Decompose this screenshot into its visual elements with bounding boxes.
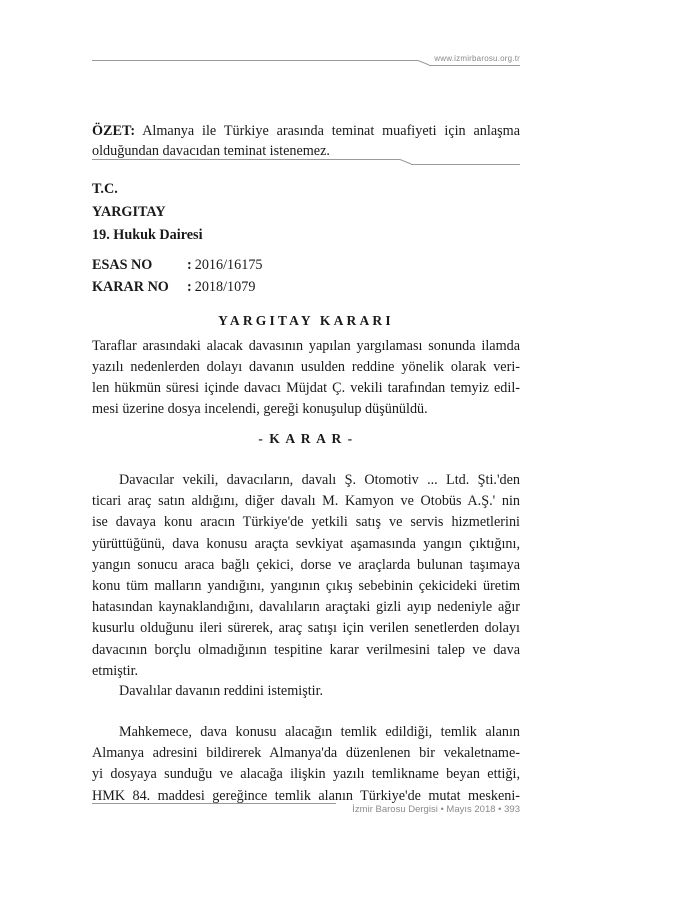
karar-row: KARAR NO : 2018/1079 <box>92 276 520 298</box>
karar-value: 2018/1079 <box>194 279 256 295</box>
case-block <box>92 254 520 298</box>
header-rule <box>92 60 418 61</box>
body-paragraph-1: Davacılar vekili, davacıların, davalı Ş. Otomotiv ... Ltd. Şti.'den ticari araç satın aldığını, diğer davalı M. Kamyon ve Otobüs A.Ş.' nin ise davaya konu aracın Türkiye'de yetkili satış ve servis hizmetlerini yürüttüğünü, dava konusu araçta sevkiyat aşamasında yangın çıktığını, yangın sonucu araca bağlı çekici, dorse ve araçlarda bulunan taşımaya konu tüm malların yandığını, yangının çıkış sebebinin çekicideki üretim hatasından kaynaklandığını, davalıların araçtaki gizli ayıp nedeniyle ağır kusurlu olduğunu ileri sürerek, araç satışı için verilen senetlerden dolayı davacının borçlu olmadığının tespitine karar verilmesini talep ve dava etmiştir. <box>92 472 520 679</box>
header-rule-slope <box>418 60 430 65</box>
footer-text: İzmir Barosu Dergisi • Mayıs 2018 • 393 <box>352 804 520 815</box>
intro-paragraph: Taraflar arasındaki alacak davasının yapılan yargılaması sonunda ilamda yazılı nedenlerden dolayı davanın usulden reddine yönelik olarak veri- len hükmün süresi içinde davacı Müjdat Ç. vekili tarafından temyiz edil- mesi üzerine dosya incelendi, gereği konuşulup düşünüldü. <box>92 338 520 417</box>
court-line-3: 19. Hukuk Dairesi <box>92 227 203 243</box>
summary-block <box>92 121 520 161</box>
court-line-1: T.C. <box>92 181 118 197</box>
court-block <box>92 178 520 247</box>
body-paragraph-2: Davalılar davanın reddini istemiştir. <box>119 683 324 699</box>
summary-line-1: ÖZET: Almanya ile Türkiye arasında teminat muafiyeti için anlaşma <box>92 123 520 139</box>
summary-line-2: olduğundan davacıdan teminat istenemez. <box>92 143 330 159</box>
summary-rule <box>92 159 400 160</box>
footer-rule <box>92 803 336 804</box>
esas-label: ESAS NO <box>92 257 153 273</box>
esas-row: ESAS NO : 2016/16175 <box>92 254 520 276</box>
section-heading-yargitay-karari: YARGITAY KARARI <box>218 313 394 328</box>
header-rule-end <box>429 65 520 66</box>
summary-rule-end <box>411 164 520 165</box>
header-url: www.izmirbarosu.org.tr <box>434 54 520 63</box>
esas-value: 2016/16175 <box>194 257 263 273</box>
body-paragraph-3: Mahkemece, dava konusu alacağın temlik edildiği, temlik alanın Almanya adresini bildirerek Almanya'da düzenlenen bir vekaletname- yi dosyaya sunduğu ve alacağa ilişkin yazılı temlikname beyan ettiği, HMK 84. maddesi gereğince temlik alanın Türkiye'de mutat meskeni- <box>92 724 520 804</box>
section-heading-karar: - K A R A R - <box>258 431 354 446</box>
karar-label: KARAR NO <box>92 279 169 295</box>
summary-label: ÖZET: <box>92 123 136 139</box>
court-line-2: YARGITAY <box>92 204 166 220</box>
